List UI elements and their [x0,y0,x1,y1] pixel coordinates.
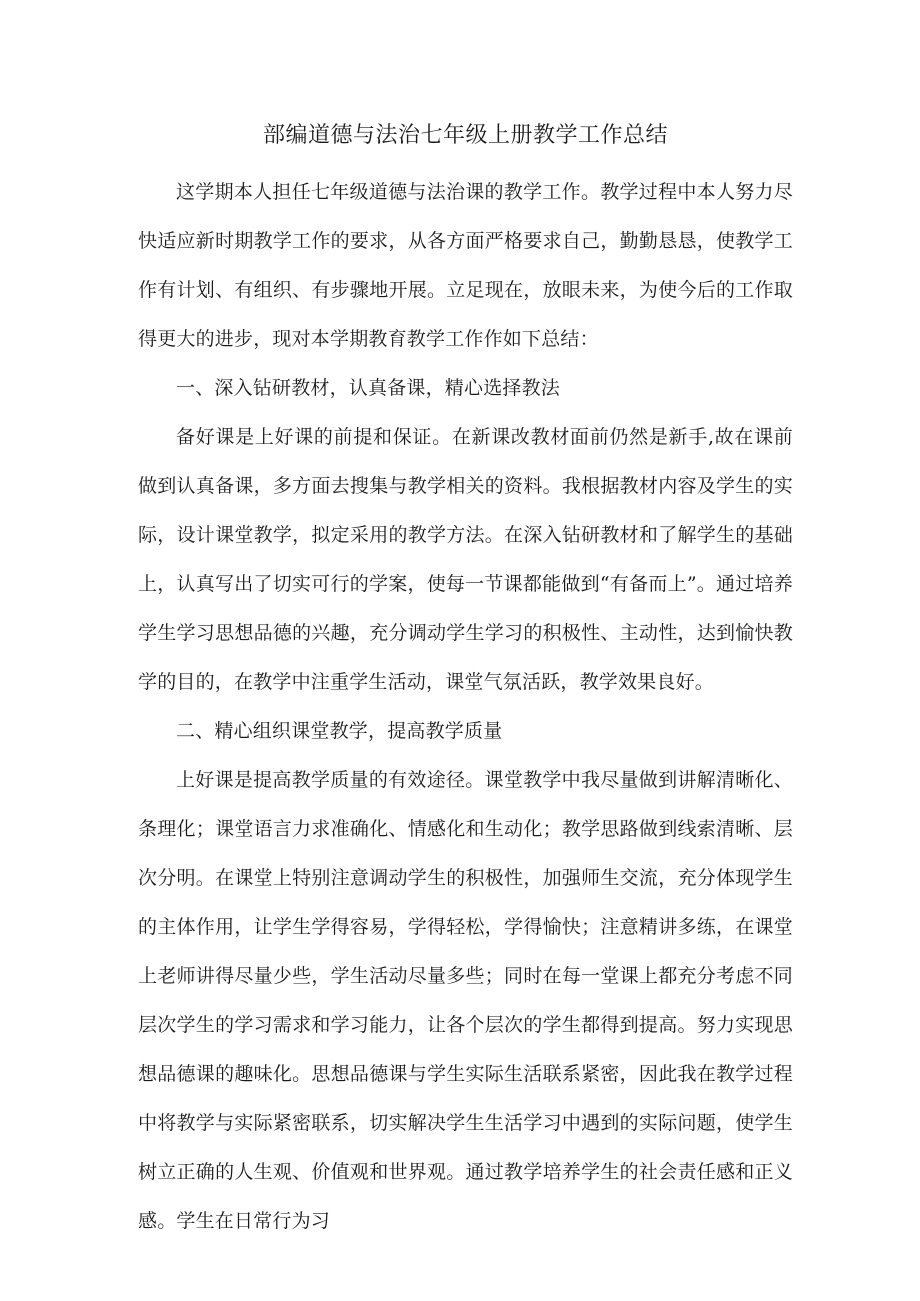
document-page [138,112,793,1246]
document-title: 部编道德与法治七年级上册教学工作总结 [262,123,668,148]
section-1-body: 备好课是上好课的前提和保证。在新课改教材面前仍然是新手,故在课前做到认真备课，多方面去搜集与教学相关的资料。我根据教材内容及学生的实际，设计课堂教学，拟定采用的教学方法。在深入钻研教材和了解学生的基础上，认真写出了切实可行的学案，使每一节课都能做到“有备而上”。通过培养学生学习思想品德的兴趣，充分调动学生学习的积极性、主动性，达到愉快教学的目的，在教学中注重学生活动，课堂气氛活跃，教学效果良好。 [138,426,793,693]
section-1-heading: 一、深入钻研教材，认真备课，精心选择教法 [176,377,561,399]
section-2-body: 上好课是提高教学质量的有效途径。课堂教学中我尽量做到讲解清晰化、条理化；课堂语言力求准确化、情感化和生动化；教学思路做到线索清晰、层次分明。在课堂上特别注意调动学生的积极性，加强师生交流，充分体现学生的主体作用，让学生学得容易，学得轻松，学得愉快；注意精讲多练，在课堂上老师讲得尽量少些，学生活动尽量多些；同时在每一堂课上都充分考虑不同层次学生的学习需求和学习能力，让各个层次的学生都得到提高。努力实现思想品德课的趣味化。思想品德课与学生实际生活联系紧密，因此我在教学过程中将教学与实际紧密联系，切实解决学生生活学习中遇到的实际问题，使学生树立正确的人生观、价值观和世界观。通过教学培养学生的社会责任感和正义感。学生在日常行为习 [138,769,793,1232]
section-2-heading: 二、精心组织课堂教学，提高教学质量 [176,720,503,742]
intro-paragraph: 这学期本人担任七年级道德与法治课的教学工作。教学过程中本人努力尽快适应新时期教学工作的要求，从各方面严格要求自己，勤勤恳恳，使教学工作有计划、有组织、有步骤地开展。立足现在，放眼未来，为使今后的工作取得更大的进步，现对本学期教育教学工作作如下总结： [138,181,793,350]
